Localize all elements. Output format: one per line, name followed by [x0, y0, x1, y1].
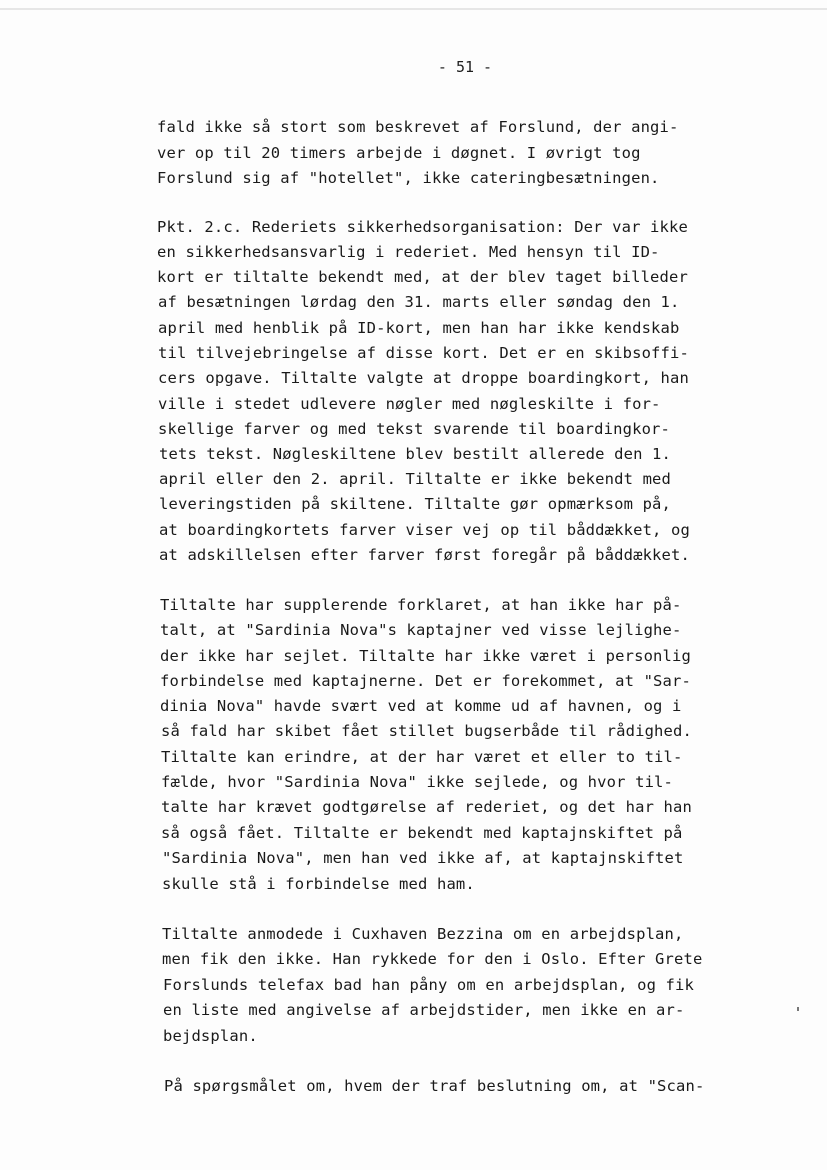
- text-line: så fald har skibet fået stillet bugserbåde til rådighed.: [161, 722, 692, 740]
- text-line: at adskillelsen efter farver først foregår på båddækket.: [159, 546, 690, 564]
- text-line: tets tekst. Nøgleskiltene blev bestilt allerede den 1.: [159, 445, 672, 463]
- text-line: der ikke har sejlet. Tiltalte har ikke været i personlig: [160, 647, 691, 665]
- text-line: april med henblik på ID-kort, men han har ikke kendskab: [158, 319, 680, 337]
- text-line: Tiltalte anmodede i Cuxhaven Bezzina om en arbejdsplan,: [162, 925, 684, 943]
- text-line: Pkt. 2.c. Rederiets sikkerhedsorganisation: Der var ikke: [157, 218, 688, 236]
- text-line: kort er tiltalte bekendt med, at der blev taget billeder: [157, 268, 688, 286]
- margin-mark: [797, 1007, 799, 1011]
- text-line: til tilvejebringelse af disse kort. Det er en skibsoffi-: [158, 344, 689, 362]
- page-number: - 51 -: [437, 58, 493, 76]
- text-line: af besætningen lørdag den 31. marts eller søndag den 1.: [158, 293, 680, 311]
- text-line: en liste med angivelse af arbejdstider, men ikke en ar-: [163, 1001, 685, 1019]
- text-line: dinia Nova" havde svært ved at komme ud af havnen, og i: [160, 697, 682, 715]
- scan-top-edge: [0, 8, 827, 10]
- text-line: fælde, hvor "Sardinia Nova" ikke sejlede, og hvor til-: [161, 773, 674, 791]
- text-line: så også fået. Tiltalte er bekendt med kaptajnskiftet på: [161, 824, 683, 842]
- text-line: ville i stedet udlevere nøgler med nøgleskilte i for-: [158, 395, 661, 413]
- text-line: Tiltalte har supplerende forklaret, at han ikke har på-: [160, 596, 682, 614]
- text-line: Forslunds telefax bad han påny om en arbejdsplan, og fik: [163, 976, 694, 994]
- text-line: at boardingkortets farver viser vej op til båddækket, og: [159, 521, 690, 539]
- text-line: cers opgave. Tiltalte valgte at droppe boardingkort, han: [158, 369, 689, 387]
- text-line: forbindelse med kaptajnerne. Det er forekommet, at "Sar-: [160, 672, 691, 690]
- text-line: men fik den ikke. Han rykkede for den i Oslo. Efter Grete: [162, 950, 703, 968]
- text-line: Tiltalte kan erindre, at der har været et eller to til-: [161, 748, 683, 766]
- text-line: en sikkerhedsansvarlig i rederiet. Med hensyn til ID-: [157, 243, 660, 261]
- text-line: bejdsplan.: [163, 1027, 258, 1045]
- text-line: leveringstiden på skiltene. Tiltalte gør opmærksom på,: [159, 495, 672, 513]
- text-line: skulle stå i forbindelse med ham.: [162, 875, 475, 893]
- text-line: fald ikke så stort som beskrevet af Forslund, der angi-: [157, 118, 679, 136]
- text-line: talt, at "Sardinia Nova"s kaptajner ved visse lejlighe-: [160, 621, 682, 639]
- text-line: april eller den 2. april. Tiltalte er ikke bekendt med: [159, 470, 672, 488]
- text-line: Forslund sig af "hotellet", ikke cateringbesætningen.: [157, 169, 660, 187]
- text-line: På spørgsmålet om, hvem der traf beslutning om, at "Scan-: [164, 1077, 705, 1095]
- text-line: "Sardinia Nova", men han ved ikke af, at kaptajnskiftet: [162, 849, 684, 867]
- text-line: ver op til 20 timers arbejde i døgnet. I øvrigt tog: [157, 144, 641, 162]
- text-line: talte har krævet godtgørelse af rederiet, og det har han: [161, 798, 692, 816]
- text-line: skellige farver og med tekst svarende til boardingkor-: [158, 420, 671, 438]
